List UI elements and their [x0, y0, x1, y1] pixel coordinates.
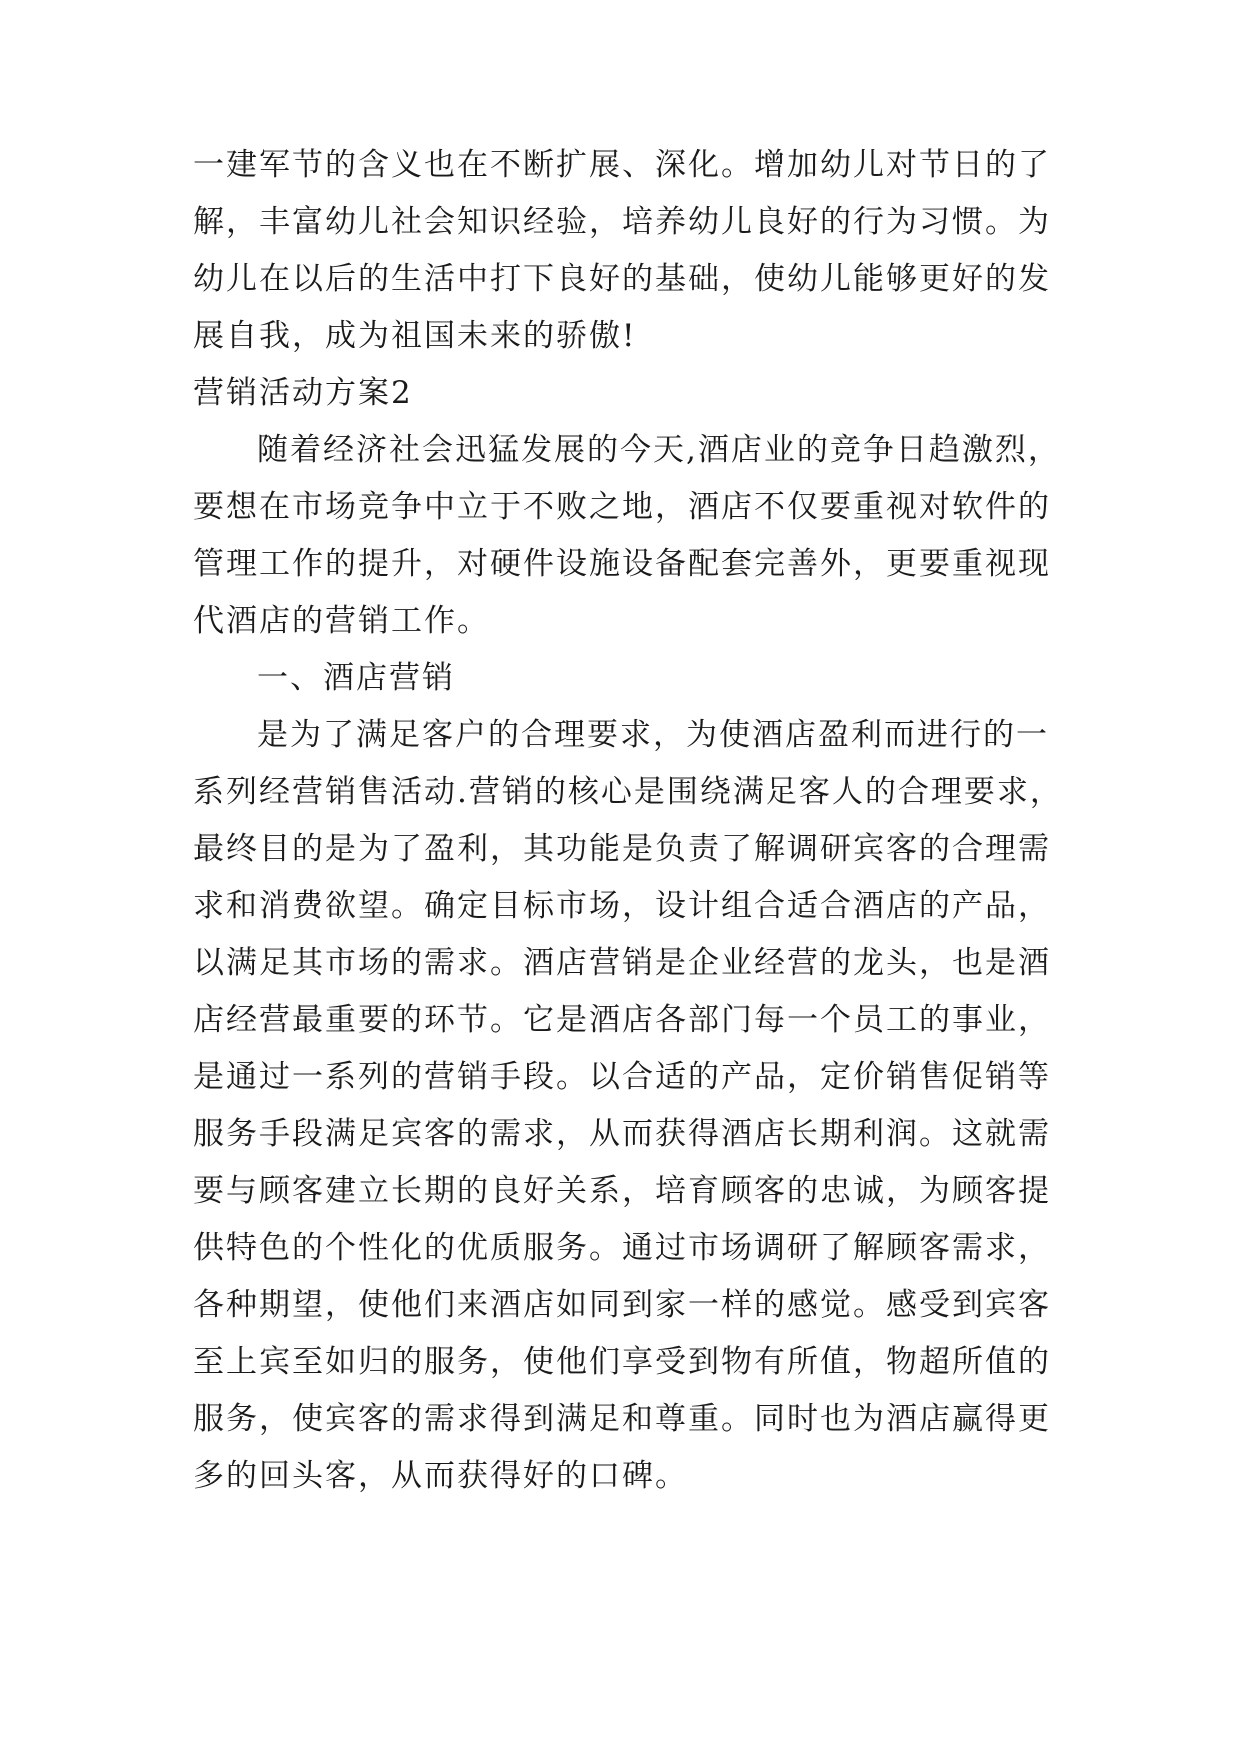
subheading: 一、酒店营销 [257, 660, 455, 696]
paragraph-line: 一建军节的含义也在不断扩展、深化。增加幼儿对节日的了 [193, 147, 1051, 183]
paragraph-line: 最终目的是为了盈利，其功能是负责了解调研宾客的合理需 [193, 831, 1051, 867]
paragraph-line: 是通过一系列的营销手段。以合适的产品，定价销售促销等 [193, 1059, 1051, 1095]
paragraph-line: 要与顾客建立长期的良好关系，培育顾客的忠诚，为顾客提 [193, 1173, 1051, 1209]
paragraph-line: 随着经济社会迅猛发展的今天,酒店业的竞争日趋激烈， [257, 432, 1061, 468]
paragraph-line: 要想在市场竞争中立于不败之地，酒店不仅要重视对软件的 [193, 489, 1051, 525]
paragraph-line: 代酒店的营销工作。 [193, 603, 490, 639]
section-heading: 营销活动方案2 [193, 375, 413, 411]
paragraph-line: 服务，使宾客的需求得到满足和尊重。同时也为酒店赢得更 [193, 1401, 1051, 1437]
paragraph-line: 解，丰富幼儿社会知识经验，培养幼儿良好的行为习惯。为 [193, 204, 1051, 240]
paragraph-line: 多的回头客，从而获得好的口碑。 [193, 1458, 688, 1494]
paragraph-line: 以满足其市场的需求。酒店营销是企业经营的龙头，也是酒 [193, 945, 1051, 981]
paragraph-line: 至上宾至如归的服务，使他们享受到物有所值，物超所值的 [193, 1344, 1051, 1380]
paragraph-line: 服务手段满足宾客的需求，从而获得酒店长期利润。这就需 [193, 1116, 1051, 1152]
paragraph-line: 系列经营销售活动.营销的核心是围绕满足客人的合理要求， [193, 774, 1063, 810]
paragraph-line: 管理工作的提升，对硬件设施设备配套完善外，更要重视现 [193, 546, 1051, 582]
paragraph-line: 幼儿在以后的生活中打下良好的基础，使幼儿能够更好的发 [193, 261, 1051, 297]
paragraph-line: 各种期望，使他们来酒店如同到家一样的感觉。感受到宾客 [193, 1287, 1051, 1323]
paragraph-line: 是为了满足客户的合理要求，为使酒店盈利而进行的一 [257, 717, 1049, 753]
paragraph-line: 供特色的个性化的优质服务。通过市场调研了解顾客需求， [193, 1230, 1051, 1266]
paragraph-line: 店经营最重要的环节。它是酒店各部门每一个员工的事业， [193, 1002, 1051, 1038]
paragraph-line: 展自我，成为祖国未来的骄傲! [193, 318, 637, 354]
paragraph-line: 求和消费欲望。确定目标市场，设计组合适合酒店的产品， [193, 888, 1051, 924]
